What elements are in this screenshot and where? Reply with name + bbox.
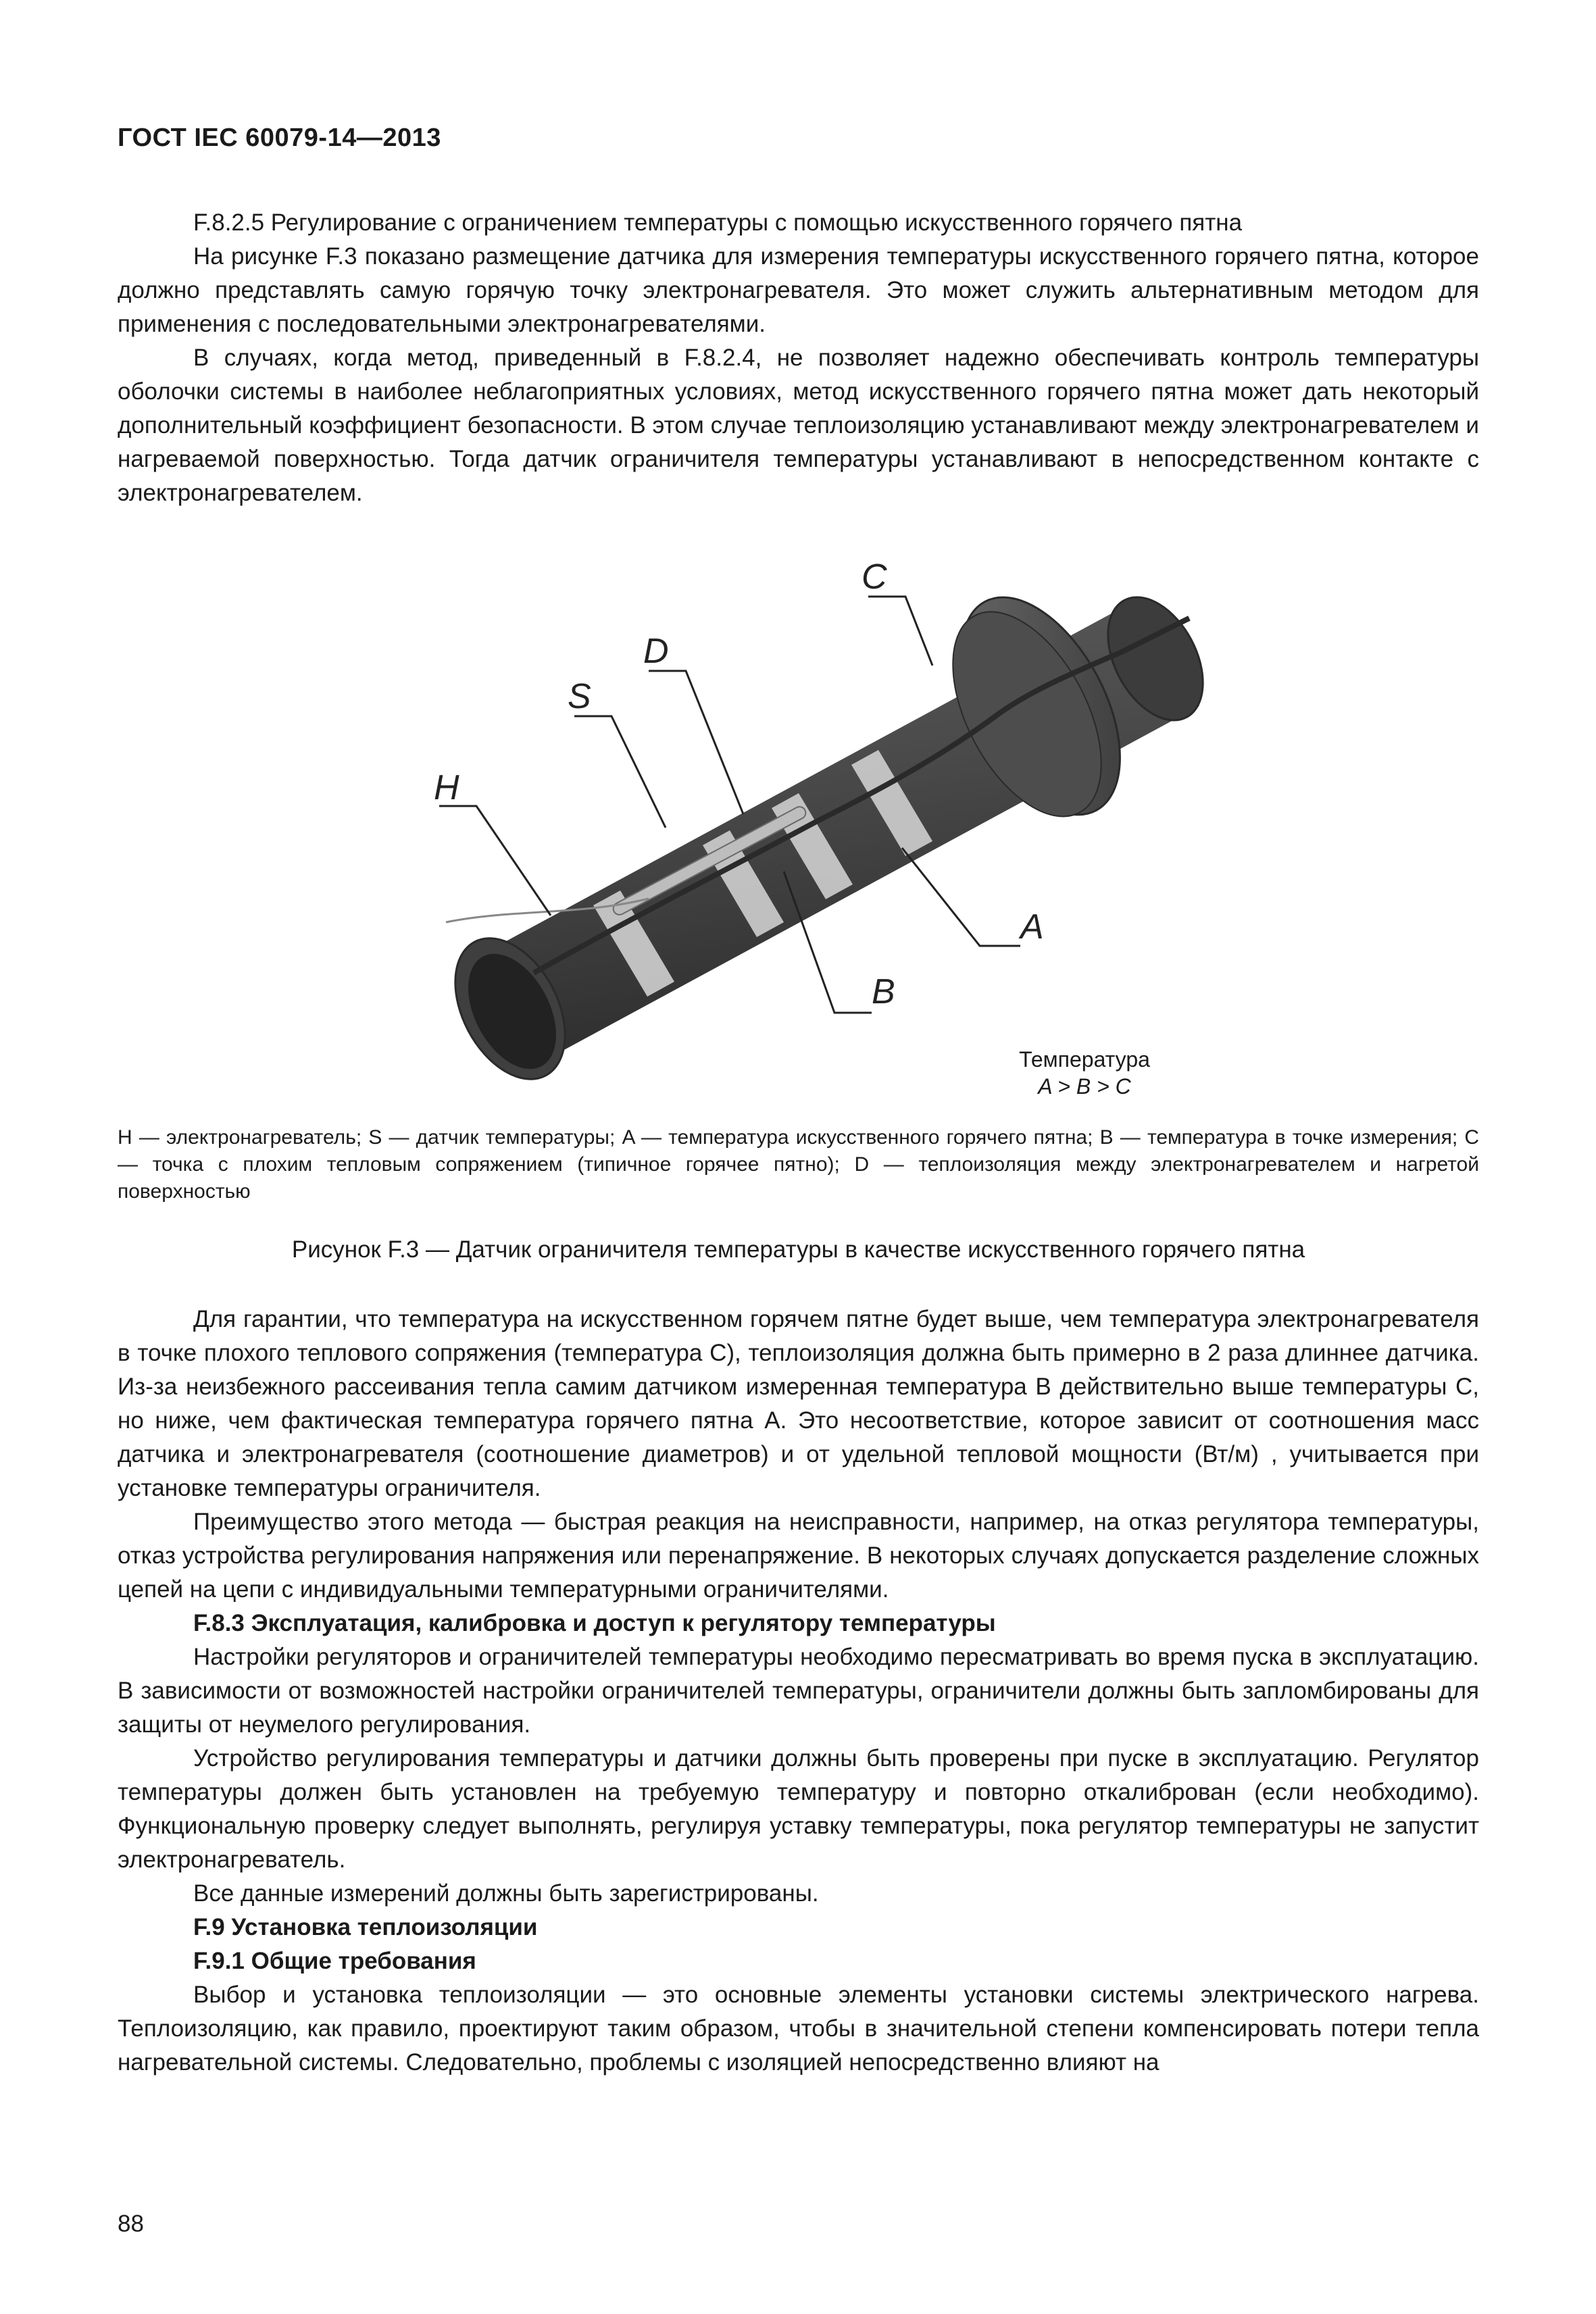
paragraph: Устройство регулирования температуры и датчики должны быть проверены при пуске в эксплуатацию. Регулятор температуры должен быть установлен на требуемую температуру и повторно откалиброван (если необходимо). Функциональную проверку следует выполнять, регулируя уставку температуры, пока регулятор температуры не запустит электронагреватель. — [118, 1745, 1479, 1873]
temperature-order: A > B > C — [1038, 1074, 1131, 1099]
section-heading-f83: F.8.3 Эксплуатация, калибровка и доступ к регулятору температуры — [193, 1610, 996, 1636]
label-a: A — [1020, 907, 1044, 947]
temperature-title: Температура — [1019, 1047, 1150, 1072]
temperature-relation — [1000, 1046, 1169, 1100]
paragraph: Настройки регуляторов и ограничителей температуры необходимо пересматривать во время пуска в эксплуатацию. В зависимости от возможностей настройки ограничителей температуры, ограничители должны быть запломбированы для защиты от неумелого регулирования. — [118, 1644, 1479, 1738]
label-d: D — [643, 632, 669, 671]
figure-caption: Рисунок F.3 — Датчик ограничителя температуры в качестве искусственного горячего пятна — [291, 1236, 1305, 1263]
paragraph: Все данные измерений должны быть зарегистрированы. — [193, 1880, 819, 1907]
paragraph: В случаях, когда метод, приведенный в F.8.2.4, не позволяет надежно обеспечивать контроль температуры оболочки системы в наиболее неблагоприятных условиях, метод искусственного горячего пятна может дать некоторый дополнительный коэффициент безопасности. В этом случае теплоизоляцию устанавливают между электронагревателем и нагреваемой поверхностью. Тогда датчик ограничителя температуры устанавливают в непосредственном контакте с электронагревателем. — [118, 345, 1479, 506]
legend-text: H — электронагреватель; S — датчик температуры; A — температура искусственного горячего пятна; B — температура в точке измерения; C — точка с плохим тепловым сопряжением (типичное горячее пятно); D — теплоизоляция между электронагревателем и нагретой поверхностью — [118, 1126, 1479, 1203]
section-heading-f825: F.8.2.5 Регулирование с ограничением температуры с помощью искусственного горячего пятна — [193, 209, 1243, 236]
label-c: C — [862, 557, 887, 597]
paragraph: На рисунке F.3 показано размещение датчика для измерения температуры искусственного горячего пятна, которое должно представлять самую горячую точку электронагревателя. Это может служить альтернативным методом для применения с последовательными электронагревателями. — [118, 243, 1479, 337]
figure-legend — [118, 1124, 1479, 1205]
section-heading-f9: F.9 Установка теплоизоляции — [193, 1914, 538, 1940]
paragraph: Для гарантии, что температура на искусственном горячем пятне будет выше, чем температура электронагревателя в точке плохого теплового сопряжения (температура С), теплоизоляция должна быть примерно в 2 раза длиннее датчика. Из-за неизбежного рассеивания тепла самим датчиком измеренная температура В действительно выше температуры С, но ниже, чем фактическая температура горячего пятна А. Это несоответствие, которое зависит от соотношения масс датчика и электронагревателя (соотношение диаметров) и от удельной тепловой мощности (Вт/м) , учитывается при установке температуры ограничителя. — [118, 1306, 1479, 1501]
label-s: S — [568, 677, 591, 716]
pipe — [433, 572, 1222, 1098]
paragraph: Преимущество этого метода — быстрая реакция на неисправности, например, на отказ регулятора температуры, отказ устройства регулирования напряжения или перенапряжение. В некоторых случаях допускается разделение сложных цепей на цепи с индивидуальными температурными ограничителями. — [118, 1509, 1479, 1603]
label-h: H — [434, 768, 459, 807]
label-b: B — [872, 972, 895, 1011]
page-number: 88 — [118, 2211, 144, 2237]
paragraph: Выбор и установка теплоизоляции — это основные элементы установки системы электрического нагрева. Теплоизоляцию, как правило, проектируют таким образом, чтобы в значительной степени компенсировать потери тепла нагревательной системы. Следовательно, проблемы с изоляцией непосредственно влияют на — [118, 1982, 1479, 2076]
section-heading-f91: F.9.1 Общие требования — [193, 1948, 476, 1974]
document-header: ГОСТ IEC 60079-14—2013 — [118, 124, 441, 152]
top-text-block — [118, 206, 1479, 510]
bottom-text-block — [118, 1303, 1479, 2080]
